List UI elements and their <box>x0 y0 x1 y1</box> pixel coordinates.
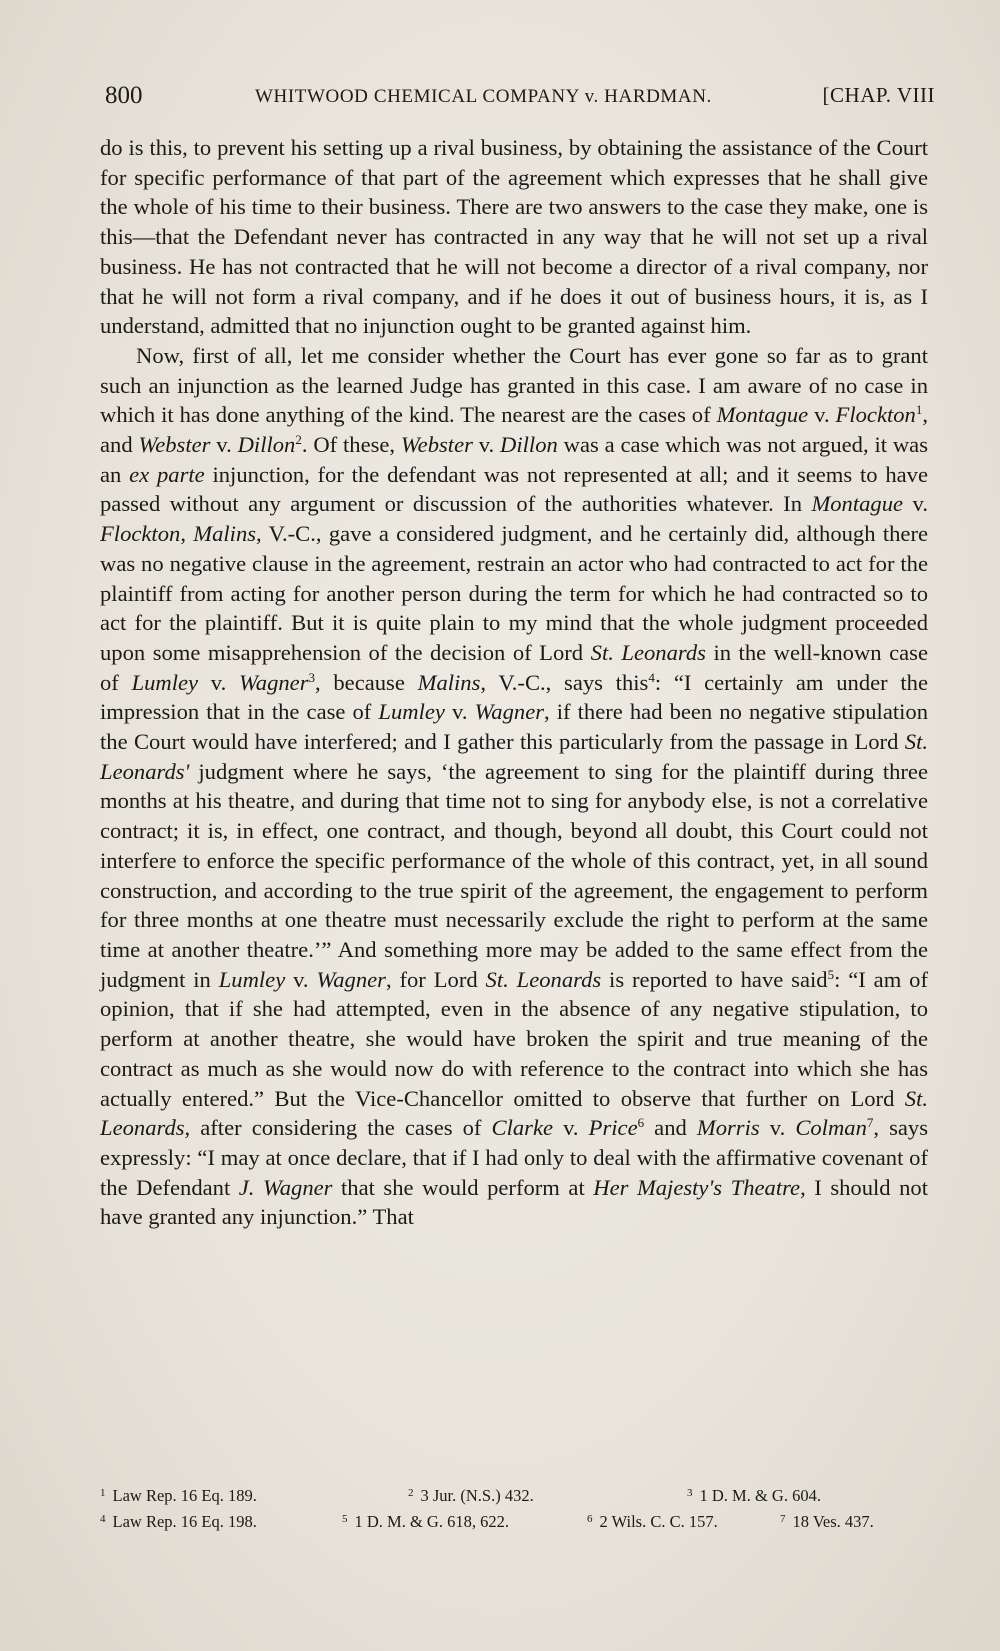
text-run: v. <box>285 966 317 992</box>
footnote-text: 1 D. M. & G. 618, 622. <box>354 1512 509 1531</box>
text-run: v. <box>444 699 475 725</box>
footnote-4 <box>100 1506 257 1535</box>
footnote-ref: 7 <box>866 1115 874 1131</box>
case-name: Wagner <box>316 966 386 992</box>
footnote-ref: 2 <box>295 432 302 448</box>
text-run: , and <box>100 402 929 458</box>
text-run: , <box>180 521 194 547</box>
footnote-6 <box>587 1506 718 1535</box>
footnote-text: 1 D. M. & G. 604. <box>699 1486 821 1505</box>
text-run: , V.-C., gave a considered judgment, and he certainly did, although there was no negative clause in the agreement, restrain an actor who had contracted to act for the plaintiff from acting for another person during the term for which he had contracted so to act for the plaintiff. But it is quite plain to my mind that the whole judgment proceeded upon some misapprehension of the decision of Lord <box>100 521 928 665</box>
case-name: Wagner <box>239 669 309 695</box>
text-run: , if there had been no negative stipulation the Court would have interfered; and I gather this particularly from the passage in Lord <box>100 699 928 755</box>
running-header <box>105 82 935 122</box>
text-run: in the well-known case of <box>100 639 928 695</box>
footnote-text: Law Rep. 16 Eq. 189. <box>112 1486 257 1505</box>
judge-name: Malins <box>193 521 257 547</box>
case-name: Lumley <box>131 669 199 695</box>
case-name: Dillon <box>237 432 296 458</box>
party-name: J. Wagner <box>238 1174 333 1200</box>
case-name: Colman <box>795 1115 867 1141</box>
footnote-mark: 3 <box>687 1487 693 1499</box>
text-run: is reported to have said <box>601 966 828 992</box>
footnote-mark: 4 <box>100 1513 106 1525</box>
footnote-ref: 6 <box>637 1115 645 1131</box>
footnote-2 <box>408 1480 534 1509</box>
text-run: was a case which was not argued, it was an <box>100 432 928 487</box>
footnote-ref: 4 <box>648 669 655 685</box>
text-run: v. <box>808 402 836 428</box>
chapter-label: [CHAP. VIII <box>822 83 935 107</box>
text-run: v. <box>210 432 238 458</box>
judge-name: St. Leonards' <box>100 729 928 784</box>
judge-name: Malins <box>417 669 481 695</box>
case-name: Webster <box>400 432 473 458</box>
case-name: Montague <box>811 491 904 517</box>
text-run: v. <box>553 1115 589 1141</box>
case-name: Wagner <box>474 699 545 725</box>
footnote-mark: 7 <box>780 1513 786 1525</box>
latin-phrase: ex parte <box>129 461 205 487</box>
text-run: , after considering the cases of <box>184 1115 492 1141</box>
footnote-text: 3 Jur. (N.S.) 432. <box>420 1486 534 1505</box>
text-run: , for Lord <box>385 966 486 992</box>
running-title: WHITWOOD CHEMICAL COMPANY v. HARDMAN. <box>255 86 712 107</box>
text-run: do is this, to prevent his setting up a rival business, by obtaining the assistance of the Court for specific performance of that part of the agreement which expresses that he shall give the whole of his time to their business. There are two answers to the case they make, one is this—that the Defendant never has contracted in any way that he will not set up a rival business. He has not contracted that he will not become a director of a rival company, nor that he will not form a rival company, and if he does it out of business hours, it is, as I understand, admitted that no injunction ought to be granted against him. <box>100 135 928 339</box>
footnote-ref: 5 <box>827 966 835 982</box>
text-run: , I should not have granted any injunction.” That <box>100 1174 928 1230</box>
judge-name: St. Leonards <box>590 639 706 665</box>
text-run: judgment where he says, ‘the agreement to sing for the plaintiff during three months at his theatre, and during that time not to sing for anybody else, is not a correlative contract; it is, in effect, one contract, and though, beyond all doubt, this Court could not interfere to enforce the specific performance of the whole of this contract, yet, in all sound construction, and according to the true spirit of the agreement, the engagement to perform for three months at one theatre must necessarily exclude the right to perform at the same time at another theatre.’” And something more may be added to the same effect from the judgment in <box>100 758 928 992</box>
judge-name: St. Leonards <box>485 966 602 992</box>
case-name: Flockton <box>100 521 181 547</box>
footnote-text: Law Rep. 16 Eq. 198. <box>112 1512 257 1531</box>
footnotes <box>100 1480 928 1532</box>
text-run: v. <box>472 432 501 458</box>
case-name: Morris <box>696 1115 760 1141</box>
footnote-row <box>100 1480 928 1506</box>
footnote-row <box>100 1506 928 1532</box>
footnote-text: 18 Ves. 437. <box>792 1512 874 1531</box>
case-name: Price <box>588 1115 638 1141</box>
text-run: , because <box>315 669 418 695</box>
body-text <box>100 133 928 1232</box>
case-name: Lumley <box>218 966 286 992</box>
judge-name: St. Leonards <box>100 1085 928 1141</box>
footnote-5 <box>342 1506 509 1535</box>
text-run: and <box>644 1115 697 1141</box>
footnote-mark: 6 <box>587 1513 593 1525</box>
theatre-name: Her Majesty's Theatre <box>593 1174 801 1200</box>
text-run: . Of these, <box>301 432 401 458</box>
paragraph-1 <box>100 133 928 341</box>
text-run: Now, first of all, let me consider whether the Court has ever gone so far as to grant such an injunction as the learned Judge has granted in this case. I am aware of no case in which it has done anything of the kind. The nearest are the cases of <box>100 342 928 428</box>
case-name: Montague <box>716 402 809 428</box>
case-name: Webster <box>138 432 211 458</box>
footnote-1 <box>100 1480 257 1509</box>
footnote-mark: 5 <box>342 1513 348 1525</box>
footnote-ref: 3 <box>308 669 315 685</box>
footnote-text: 2 Wils. C. C. 157. <box>599 1512 718 1531</box>
text-run: : “I certainly am under the impression that in the case of <box>100 669 928 725</box>
text-run: v. <box>903 491 928 517</box>
case-name: Clarke <box>491 1115 554 1141</box>
text-run: , V.-C., says this <box>480 669 649 695</box>
text-run: , says expressly: “I may at once declare, that if I had only to deal with the affirmative covenant of the Defendant <box>100 1115 929 1200</box>
text-run: v. <box>759 1115 796 1141</box>
case-name: Dillon <box>500 432 558 458</box>
text-run: that she would perform at <box>332 1174 594 1200</box>
page-number: 800 <box>105 82 143 109</box>
text-run: : “I am of opinion, that if she had attempted, even in the absence of any negative stipulation, to perform at another theatre, she would have broken the spirit and true meaning of the contract as much as she would now do with reference to the contract into which she has actually entered.” But the Vice-Chancellor omitted to observe that further on Lord <box>100 966 928 1111</box>
case-name: Flockton <box>835 402 916 428</box>
paragraph-2 <box>100 341 928 1232</box>
footnote-mark: 1 <box>100 1487 106 1499</box>
footnote-7 <box>780 1506 874 1535</box>
text-run: injunction, for the defendant was not represented at all; and it seems to have passed without any argument or discussion of the authorities whatever. In <box>100 461 928 517</box>
text-run: v. <box>198 669 240 695</box>
footnote-ref: 1 <box>915 402 923 418</box>
footnote-mark: 2 <box>408 1487 414 1499</box>
case-name: Lumley <box>378 699 445 725</box>
footnote-3 <box>687 1480 821 1509</box>
